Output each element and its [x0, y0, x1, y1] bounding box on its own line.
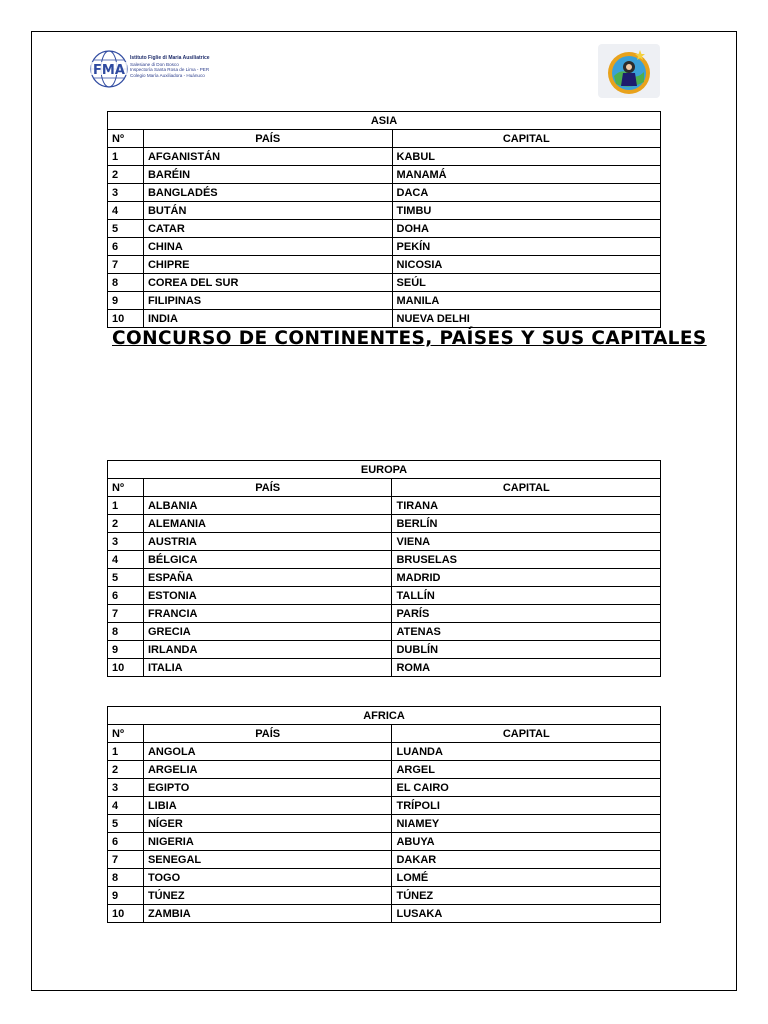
- institution-line: Istituto Figlie di Maria Ausiliatrice: [130, 55, 210, 61]
- capital-cell: BRUSELAS: [392, 551, 661, 569]
- row-number: 4: [108, 797, 144, 815]
- column-country-header: PAÍS: [143, 130, 392, 148]
- column-capital-header: CAPITAL: [392, 130, 660, 148]
- row-number: 6: [108, 587, 144, 605]
- country-cell: CHINA: [143, 238, 392, 256]
- country-cell: ALBANIA: [143, 497, 392, 515]
- table-row: [108, 851, 661, 869]
- row-number: 6: [108, 833, 144, 851]
- table-row: [108, 515, 661, 533]
- table-row: [108, 815, 661, 833]
- table-row: [108, 220, 661, 238]
- capital-cell: TIMBU: [392, 202, 660, 220]
- capital-cell: DACA: [392, 184, 660, 202]
- country-cell: EGIPTO: [143, 779, 392, 797]
- capital-cell: MANILA: [392, 292, 660, 310]
- country-cell: SENEGAL: [143, 851, 392, 869]
- table-row: [108, 292, 661, 310]
- row-number: 1: [108, 743, 144, 761]
- institution-text: [130, 56, 210, 78]
- table-row: [108, 497, 661, 515]
- table-row: [108, 587, 661, 605]
- institution-line: Inspectoría Santa Rosa de Lima - PER: [130, 67, 210, 73]
- logo-letters: FMA: [93, 63, 125, 78]
- row-number: 3: [108, 779, 144, 797]
- country-cell: CATAR: [143, 220, 392, 238]
- institution-logo: [89, 47, 229, 91]
- row-number: 8: [108, 623, 144, 641]
- row-number: 8: [108, 274, 144, 292]
- country-cell: ITALIA: [143, 659, 392, 677]
- capital-cell: KABUL: [392, 148, 660, 166]
- country-cell: LIBIA: [143, 797, 392, 815]
- row-number: 1: [108, 148, 144, 166]
- capital-cell: TÚNEZ: [392, 887, 661, 905]
- column-number-header: Nº: [108, 725, 144, 743]
- row-number: 4: [108, 202, 144, 220]
- capital-cell: TRÍPOLI: [392, 797, 661, 815]
- table-row: [108, 833, 661, 851]
- capital-cell: DUBLÍN: [392, 641, 661, 659]
- row-number: 9: [108, 641, 144, 659]
- table-row: [108, 605, 661, 623]
- country-cell: ESPAÑA: [143, 569, 392, 587]
- row-number: 8: [108, 869, 144, 887]
- column-number-header: Nº: [108, 130, 144, 148]
- capital-cell: NICOSIA: [392, 256, 660, 274]
- country-cell: COREA DEL SUR: [143, 274, 392, 292]
- continent-heading: ASIA: [108, 112, 661, 130]
- capital-cell: NUEVA DELHI: [392, 310, 660, 328]
- row-number: 2: [108, 166, 144, 184]
- row-number: 10: [108, 310, 144, 328]
- table-row: [108, 274, 661, 292]
- row-number: 9: [108, 887, 144, 905]
- asia-table: [107, 111, 661, 328]
- country-cell: NÍGER: [143, 815, 392, 833]
- country-cell: GRECIA: [143, 623, 392, 641]
- page-title: CONCURSO DE CONTINENTES, PAÍSES Y SUS CAPITALES: [112, 328, 707, 349]
- table-row: [108, 238, 661, 256]
- country-cell: ALEMANIA: [143, 515, 392, 533]
- row-number: 5: [108, 569, 144, 587]
- capital-cell: PARÍS: [392, 605, 661, 623]
- country-cell: BANGLADÉS: [143, 184, 392, 202]
- capital-cell: LUSAKA: [392, 905, 661, 923]
- capital-cell: LUANDA: [392, 743, 661, 761]
- country-cell: BARÉIN: [143, 166, 392, 184]
- country-cell: ARGELIA: [143, 761, 392, 779]
- column-capital-header: CAPITAL: [392, 725, 661, 743]
- capital-cell: VIENA: [392, 533, 661, 551]
- continent-heading: AFRICA: [108, 707, 661, 725]
- column-country-header: PAÍS: [143, 725, 392, 743]
- country-cell: BUTÁN: [143, 202, 392, 220]
- capital-cell: MADRID: [392, 569, 661, 587]
- table-row: [108, 887, 661, 905]
- capital-cell: MANAMÁ: [392, 166, 660, 184]
- school-emblem: [598, 44, 660, 98]
- row-number: 10: [108, 905, 144, 923]
- country-cell: AFGANISTÁN: [143, 148, 392, 166]
- table-row: [108, 256, 661, 274]
- country-cell: CHIPRE: [143, 256, 392, 274]
- column-number-header: Nº: [108, 479, 144, 497]
- row-number: 1: [108, 497, 144, 515]
- country-cell: FRANCIA: [143, 605, 392, 623]
- row-number: 2: [108, 515, 144, 533]
- capital-cell: ATENAS: [392, 623, 661, 641]
- institution-line: Salesiane di Don Bosco: [130, 61, 179, 67]
- institution-line: Colegio María Auxiliadora - Huánuco: [130, 72, 205, 78]
- column-country-header: PAÍS: [143, 479, 392, 497]
- table-row: [108, 569, 661, 587]
- table-row: [108, 202, 661, 220]
- row-number: 7: [108, 256, 144, 274]
- country-cell: ZAMBIA: [143, 905, 392, 923]
- africa-table: [107, 706, 661, 923]
- capital-cell: ARGEL: [392, 761, 661, 779]
- table-row: [108, 743, 661, 761]
- row-number: 5: [108, 220, 144, 238]
- capital-cell: TALLÍN: [392, 587, 661, 605]
- capital-cell: TIRANA: [392, 497, 661, 515]
- country-cell: AUSTRIA: [143, 533, 392, 551]
- capital-cell: NIAMEY: [392, 815, 661, 833]
- country-cell: TÚNEZ: [143, 887, 392, 905]
- table-row: [108, 533, 661, 551]
- table-row: [108, 184, 661, 202]
- capital-cell: PEKÍN: [392, 238, 660, 256]
- capital-cell: SEÚL: [392, 274, 660, 292]
- table-row: [108, 761, 661, 779]
- capital-cell: DOHA: [392, 220, 660, 238]
- row-number: 9: [108, 292, 144, 310]
- country-cell: IRLANDA: [143, 641, 392, 659]
- table-row: [108, 869, 661, 887]
- table-row: [108, 905, 661, 923]
- country-cell: FILIPINAS: [143, 292, 392, 310]
- capital-cell: LOMÉ: [392, 869, 661, 887]
- europa-table: [107, 460, 661, 677]
- capital-cell: EL CAIRO: [392, 779, 661, 797]
- country-cell: INDIA: [143, 310, 392, 328]
- row-number: 6: [108, 238, 144, 256]
- row-number: 2: [108, 761, 144, 779]
- country-cell: TOGO: [143, 869, 392, 887]
- table-row: [108, 551, 661, 569]
- table-row: [108, 641, 661, 659]
- capital-cell: ABUYA: [392, 833, 661, 851]
- table-row: [108, 310, 661, 328]
- table-row: [108, 797, 661, 815]
- emblem-icon: [604, 46, 654, 96]
- capital-cell: ROMA: [392, 659, 661, 677]
- table-row: [108, 779, 661, 797]
- globe-logo-icon: [89, 47, 129, 91]
- continent-heading: EUROPA: [108, 461, 661, 479]
- table-row: [108, 166, 661, 184]
- row-number: 3: [108, 533, 144, 551]
- row-number: 5: [108, 815, 144, 833]
- row-number: 10: [108, 659, 144, 677]
- capital-cell: BERLÍN: [392, 515, 661, 533]
- row-number: 7: [108, 851, 144, 869]
- country-cell: NIGERIA: [143, 833, 392, 851]
- capital-cell: DAKAR: [392, 851, 661, 869]
- column-capital-header: CAPITAL: [392, 479, 661, 497]
- table-row: [108, 623, 661, 641]
- country-cell: BÉLGICA: [143, 551, 392, 569]
- country-cell: ESTONIA: [143, 587, 392, 605]
- row-number: 3: [108, 184, 144, 202]
- table-row: [108, 659, 661, 677]
- row-number: 7: [108, 605, 144, 623]
- table-row: [108, 148, 661, 166]
- row-number: 4: [108, 551, 144, 569]
- country-cell: ANGOLA: [143, 743, 392, 761]
